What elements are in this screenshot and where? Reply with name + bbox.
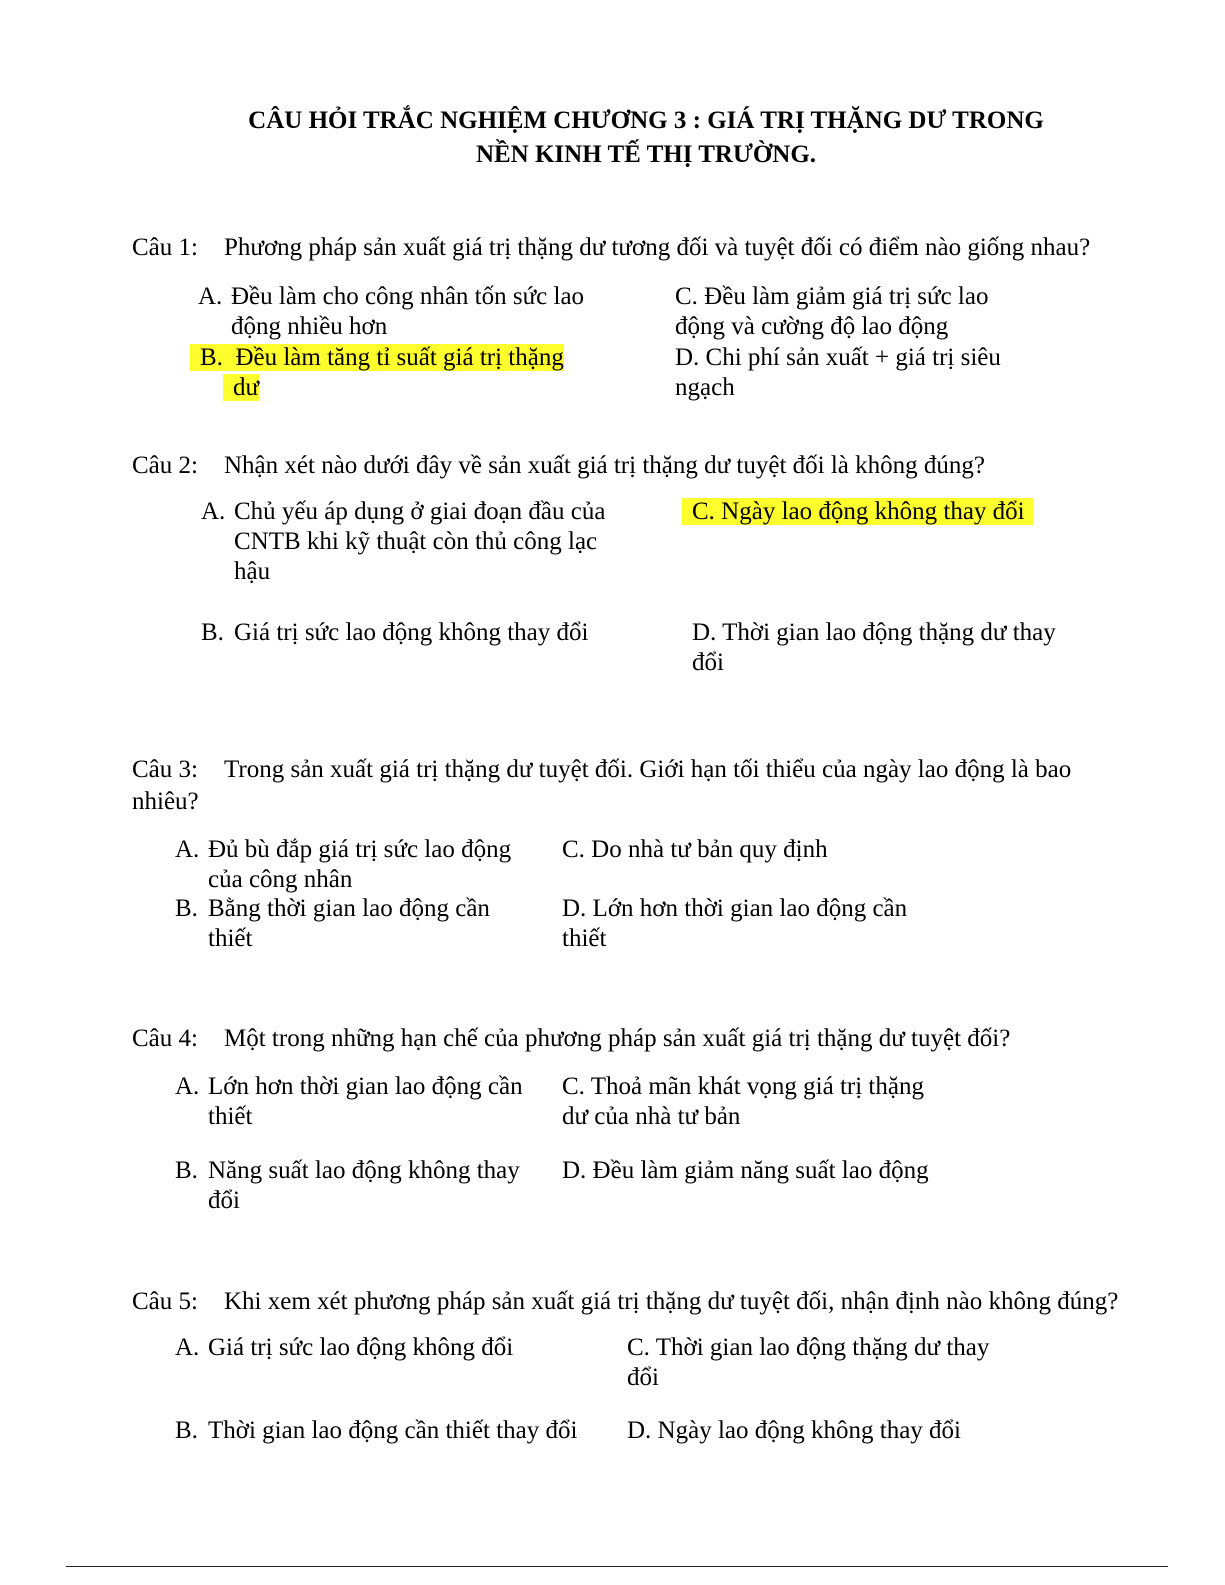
question-1-option-b[interactable] [190,343,610,403]
page-title-line-2: NỀN KINH TẾ THỊ TRƯỜNG. [475,141,817,168]
question-5-option-b[interactable] [175,1416,615,1446]
option-text-line: Giá trị sức lao động không thay đổi [234,619,589,646]
option-letter: B. [175,895,198,922]
question-3-option-c[interactable] [562,835,982,865]
option-text-line: thiết [562,925,607,952]
question-5 [132,1287,1118,1317]
question-4-option-d[interactable] [562,1156,982,1186]
question-5-option-c[interactable] [627,1333,1047,1393]
option-letter: B. [175,1417,198,1444]
option-text-line: D. Thời gian lao động thặng dư thay [692,619,1056,646]
option-text-line: D. Ngày lao động không thay đổi [627,1417,961,1444]
option-text-line: D. Chi phí sản xuất + giá trị siêu [675,344,1001,371]
option-text-line: Lớn hơn thời gian lao động cần [208,1073,523,1100]
option-text-line: đổi [208,1187,240,1214]
option-text-line: đổi [692,649,724,676]
question-4-option-a[interactable] [175,1072,555,1132]
option-text-line: Đủ bù đắp giá trị sức lao động [208,836,512,863]
option-letter: A. [175,1334,200,1361]
option-text-line: của công nhân [208,866,353,893]
question-3 [132,755,1071,785]
question-text: Trong sản xuất giá trị thặng dư tuyệt đối. Giới hạn tối thiểu của ngày lao động là bao [224,756,1072,783]
question-number: Câu 5: [132,1288,198,1315]
option-text-line: thiết [208,1103,253,1130]
option-text-line: Chủ yếu áp dụng ở giai đoạn đầu của [234,498,606,525]
option-text-line: dư của nhà tư bản [562,1103,741,1130]
option-text-line: ngạch [675,374,735,401]
question-5-option-a[interactable] [175,1333,615,1363]
question-2-option-b[interactable] [201,618,641,648]
question-4-option-c[interactable] [562,1072,982,1132]
question-1-option-d[interactable] [675,343,1095,403]
question-2-option-a[interactable] [201,497,641,587]
question-text: Nhận xét nào dưới đây về sản xuất giá trị thặng dư tuyệt đối là không đúng? [224,452,985,479]
option-text-line: C. Do nhà tư bản quy định [562,836,828,863]
question-text: Khi xem xét phương pháp sản xuất giá trị thặng dư tuyệt đối, nhận định nào không đúng? [224,1288,1119,1315]
highlighted-answer [190,344,564,371]
option-text-line: C. Thoả mãn khát vọng giá trị thặng [562,1073,924,1100]
option-text-line: động nhiều hơn [231,313,388,340]
question-text: Một trong những hạn chế của phương pháp sản xuất giá trị thặng dư tuyệt đối? [224,1025,1011,1052]
option-letter: A. [175,1073,200,1100]
question-3-option-a[interactable] [175,835,555,895]
option-text-line: dư [233,374,260,401]
option-text-line: D. Lớn hơn thời gian lao động cần [562,895,908,922]
option-text-line: đổi [627,1364,659,1391]
question-2-option-d[interactable] [692,618,1112,678]
option-letter: A. [201,498,226,525]
option-letter: A. [175,836,200,863]
option-text-line: Bằng thời gian lao động cần [208,895,490,922]
question-4-option-b[interactable] [175,1156,555,1216]
option-text-line: C. Thời gian lao động thặng dư thay [627,1334,990,1361]
question-number: Câu 2: [132,452,198,479]
option-text-line: hậu [234,558,271,585]
option-text-line: C. Đều làm giảm giá trị sức lao [675,283,989,310]
question-1 [132,233,1090,263]
question-2 [132,451,985,481]
question-number: Câu 4: [132,1025,198,1052]
question-3-continuation: nhiêu? [132,788,199,815]
question-4 [132,1024,1010,1054]
option-text-line: Đều làm tăng tỉ suất giá trị thặng [235,344,564,371]
question-number: Câu 1: [132,234,198,261]
option-text-line: CNTB khi kỹ thuật còn thủ công lạc [234,528,598,555]
option-text-line: Giá trị sức lao động không đổi [208,1334,514,1361]
question-text: Phương pháp sản xuất giá trị thặng dư tương đối và tuyệt đối có điểm nào giống nhau? [224,234,1091,261]
question-2-option-c[interactable] [682,497,1102,527]
option-text-line: thiết [208,925,253,952]
option-text-line: Đều làm cho công nhân tốn sức lao [231,283,585,310]
question-3-option-d[interactable] [562,894,982,954]
option-text-line: C. Ngày lao động không thay đổi [692,498,1025,525]
option-text-line: Năng suất lao động không thay [208,1157,520,1184]
highlighted-answer [223,374,259,401]
question-5-option-d[interactable] [627,1416,1047,1446]
question-1-option-a[interactable] [198,282,618,342]
question-3-option-b[interactable] [175,894,555,954]
option-letter: A. [198,283,223,310]
highlighted-answer [682,498,1033,525]
option-text-line: D. Đều làm giảm năng suất lao động [562,1157,929,1184]
option-letter: B. [200,344,223,371]
option-text-line: Thời gian lao động cần thiết thay đổi [208,1417,578,1444]
option-letter: B. [201,619,224,646]
page-bottom-divider [66,1566,1168,1567]
option-letter: B. [175,1157,198,1184]
question-1-option-c[interactable] [675,282,1095,342]
question-number: Câu 3: [132,756,198,783]
option-text-line: động và cường độ lao động [675,313,949,340]
page-title-line-1: CÂU HỎI TRẮC NGHIỆM CHƯƠNG 3 : GIÁ TRỊ THẶNG DƯ TRONG [248,107,1044,134]
